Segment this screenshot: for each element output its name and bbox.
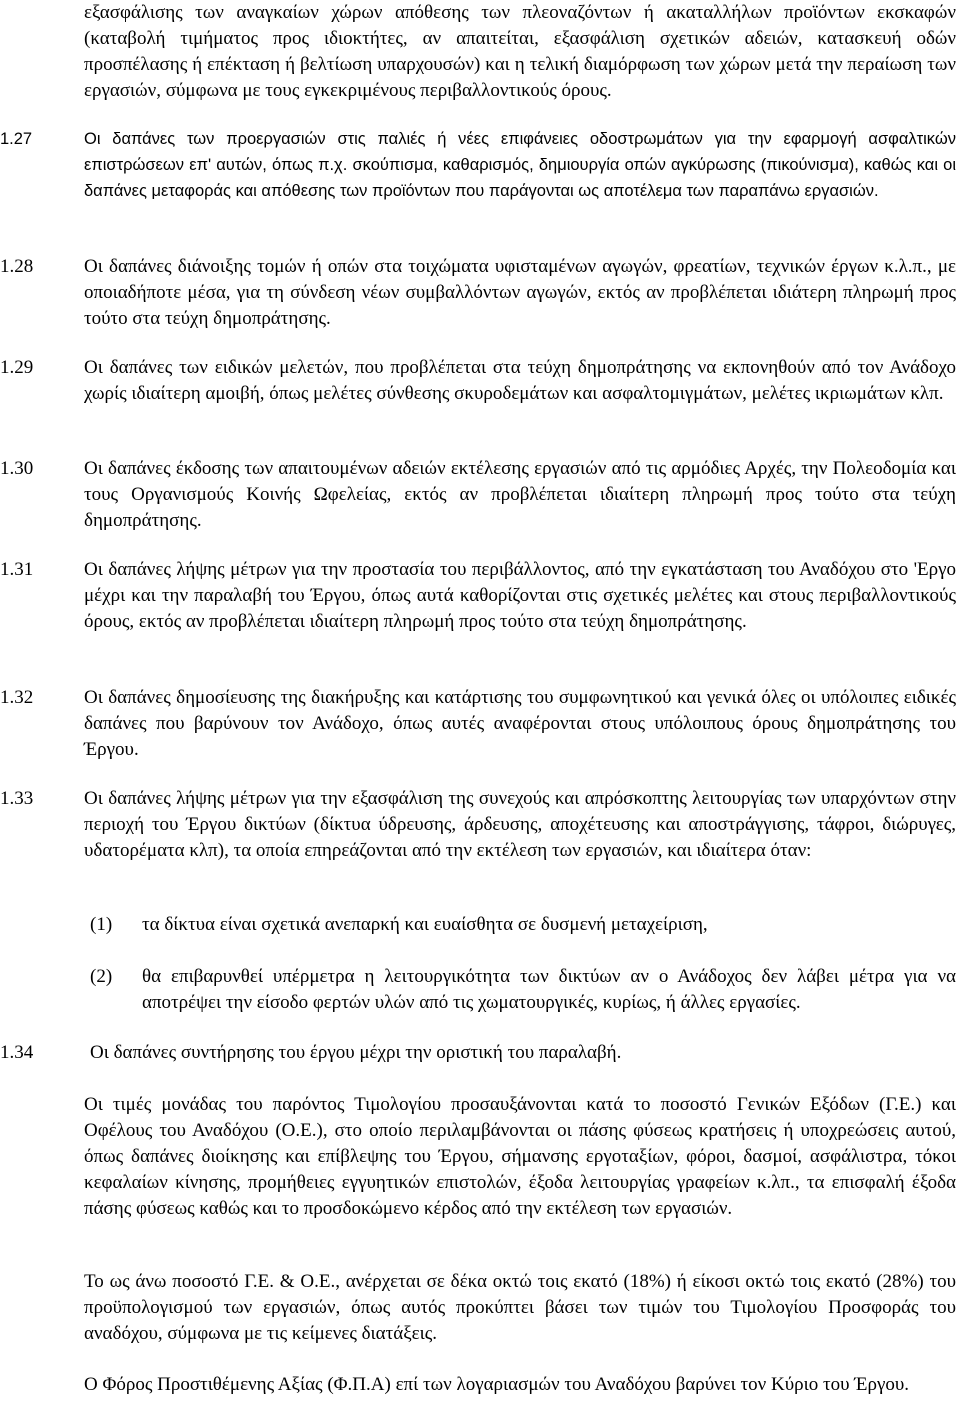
item-number: 1.33 bbox=[0, 788, 34, 809]
item-number: 1.32 bbox=[0, 687, 34, 708]
item-number: 1.29 bbox=[0, 357, 34, 378]
item-text: Οι δαπάνες δημοσίευσης της διακήρυξης και κατάρτισης του συμφωνητικού και γενικά όλες οι υπόλοιπες ειδικές δαπάνες που βαρύνουν τον Ανάδοχο, όπως αυτές αναφέρονται στους υπόλοιπους όρους δημοπράτησης του Έργου. bbox=[84, 687, 956, 760]
item-number: 1.30 bbox=[0, 458, 34, 479]
item-text: Οι δαπάνες συντήρησης του έργου μέχρι την οριστική του παραλαβή. bbox=[90, 1042, 622, 1063]
vat-paragraph: Ο Φόρος Προστιθέμενης Αξίας (Φ.Π.Α) επί των λογαριασμών του Αναδόχου βαρύνει τον Κύριο του Έργου. bbox=[84, 1374, 909, 1395]
sub-item-text: θα επιβαρυνθεί υπέρμετρα η λειτουργικότητα των δικτύων αν ο Ανάδοχος δεν λάβει μέτρα για να αποτρέψει την είσοδο φερτών υλών από τις χωματουργικές, κυρίως, ή άλλες εργασίες. bbox=[142, 966, 956, 1013]
pricing-paragraph: Οι τιμές μονάδας του παρόντος Τιμολογίου προσαυξάνονται κατά το ποσοστό Γενικών Εξόδων (Γ.Ε.) και Οφέλους του Αναδόχου (Ο.Ε.), στο οποίο περιλαμβάνονται οι πάσης φύσεως κρατήσεις ή υποχρεώσεις αυτού, όπως δαπάνες διοίκησης και επίβλεψης του Έργου, σήμανσης εργοταξίων, φόροι, δασμοί, ασφάλιστρα, τόκοι κεφαλαίων κίνησης, προμήθειες εγγυητικών επιστολών, έξοδα λειτουργίας γραφείων κ.λπ., τα επισφαλή έξοδα πάσης φύσεως καθώς και το προσδοκώμενο κέρδος από την εκτέλεση των εργασιών. bbox=[84, 1094, 956, 1219]
item-text: Οι δαπάνες των ειδικών μελετών, που προβλέπεται στα τεύχη δημοπράτησης να εκπονηθούν από τον Ανάδοχο χωρίς ιδιαίτερη αμοιβή, όπως μελέτες σύνθεσης σκυροδεμάτων και ασφαλτομιγμάτων, μελέτες ικριωμάτων κλπ. bbox=[84, 357, 956, 404]
sub-item-text: τα δίκτυα είναι σχετικά ανεπαρκή και ευαίσθητα σε δυσμενή μεταχείριση, bbox=[142, 914, 708, 935]
percentage-paragraph: Το ως άνω ποσοστό Γ.Ε. & Ο.Ε., ανέρχεται σε δέκα οκτώ τοις εκατό (18%) ή είκοσι οκτώ τοις εκατό (28%) του προϋπολογισμού των εργασιών, όπως αυτός προκύπτει βάσει των τιμών του Τιμολογίου Προσφοράς του αναδόχου, σύμφωνα με τις κείμενες διατάξεις. bbox=[84, 1271, 956, 1344]
item-text: Οι δαπάνες λήψης μέτρων για την εξασφάλιση της συνεχούς και απρόσκοπτης λειτουργίας των υπαρχόντων στην περιοχή του Έργου δικτύων (δίκτυα ύδρευσης, άρδευσης, αποχέτευσης και αποστράγγισης, τάφροι, διώρυγες, υδατορέματα κλπ), τα οποία επηρεάζονται από την εκτέλεση των εργασιών, και ιδιαίτερα όταν: bbox=[84, 788, 956, 861]
item-text: Οι δαπάνες διάνοιξης τομών ή οπών στα τοιχώματα υφισταμένων αγωγών, φρεατίων, τεχνικών έργων κ.λ.π., με οποιαδήποτε μέσα, για τη σύνδεση νέων συμβαλλόντων αγωγών, εκτός αν προβλέπεται ιδιάτερη πληρωμή προς τούτο στα τεύχη δημοπράτησης. bbox=[84, 256, 956, 329]
sub-item-number: (1) bbox=[90, 914, 113, 935]
intro-paragraph: εξασφάλισης των αναγκαίων χώρων απόθεσης των πλεοναζόντων ή ακαταλλήλων προϊόντων εκσκαφών (καταβολή τιμήματος προς ιδιοκτήτες, αν απαιτείται, εξασφάλιση σχετικών αδειών, κατασκευή οδών προσπέλασης ή επέκταση ή βελτίωση υπαρχουσών) και η τελική διαμόρφωση των χώρων μετά την περαίωση των εργασιών, σύμφωνα με τους εγκεκριμένους περιβαλλοντικούς όρους. bbox=[84, 2, 956, 101]
item-number: 1.28 bbox=[0, 256, 34, 277]
item-number: 1.34 bbox=[0, 1042, 34, 1063]
item-text: Οι δαπάνες έκδοσης των απαιτουμένων αδειών εκτέλεσης εργασιών από τις αρμόδιες Αρχές, την Πολεοδομία και τους Οργανισμούς Κοινής Ωφελείας, εκτός αν προβλέπεται ιδιαίτερη πληρωμή προς τούτο στα τεύχη δημοπράτησης. bbox=[84, 458, 956, 531]
item-text: Οι δαπάνες λήψης μέτρων για την προστασία του περιβάλλοντος, από την εγκατάσταση του Αναδόχου στο 'Εργο μέχρι και την παραλαβή του Έργου, όπως αυτά καθορίζονται στις σχετικές μελέτες και στους περιβαλλοντικούς όρους, εκτός αν προβλέπεται ιδιαίτερη πληρωμή προς τούτο στα τεύχη δημοπράτησης. bbox=[84, 559, 956, 632]
sub-item-number: (2) bbox=[90, 966, 113, 987]
item-number: 1.27 bbox=[0, 130, 33, 148]
item-number: 1.31 bbox=[0, 559, 34, 580]
item-text: Οι δαπάνες των προεργασιών στις παλιές ή νέες επιφάνειες οδοστρωμάτων για την εφαρμογή ασφαλτικών επιστρώσεων επ' αυτών, όπως π.χ. σκούπισμα, καθαρισμός, δημιουργία οπών αγκύρωσης (πικούνισμα), καθώς και οι δαπάνες μεταφοράς και απόθεσης των προϊόντων που παράγονται ως αποτέλεμα των παραπάνω εργασιών. bbox=[84, 130, 956, 200]
